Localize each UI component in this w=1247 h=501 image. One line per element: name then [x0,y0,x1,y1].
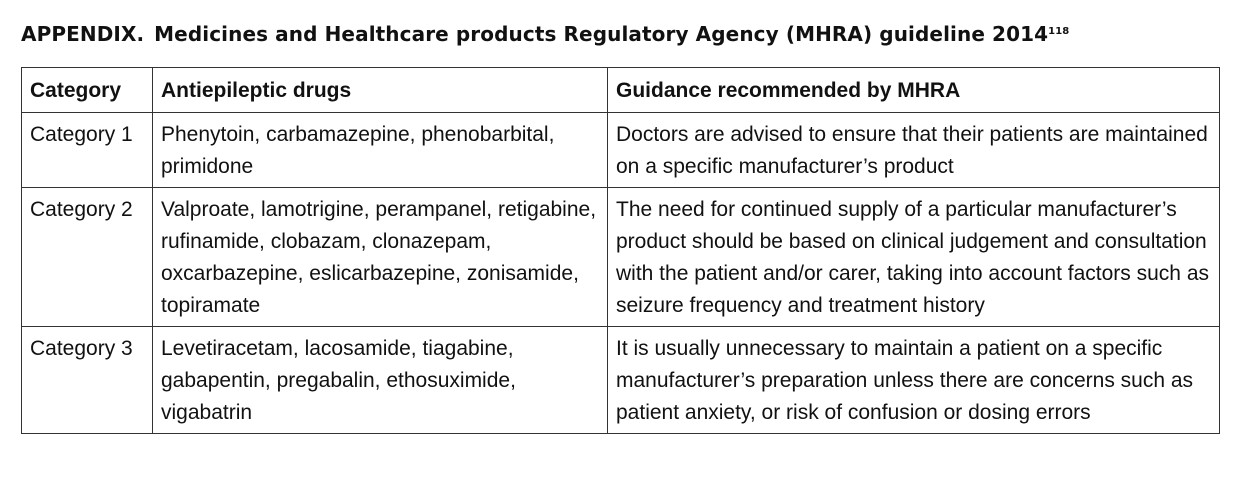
guidance-cell: Doctors are advised to ensure that their patients are maintained on a specific manufacturer’s product [608,113,1220,188]
category-cell: Category 3 [22,327,153,434]
category-cell: Category 2 [22,188,153,327]
header-category: Category [22,68,153,113]
mhra-guideline-table [21,67,1220,434]
appendix-title: Medicines and Healthcare products Regulatory Agency (MHRA) guideline 2014 [154,22,1049,46]
table-header-row [22,68,1220,113]
table-row [22,188,1220,327]
drugs-cell: Levetiracetam, lacosamide, tiagabine, gabapentin, pregabalin, ethosuximide, vigabatrin [153,327,608,434]
guidance-cell: The need for continued supply of a particular manufacturer’s product should be based on clinical judgement and consultation with the patient and/or carer, taking into account factors such as seizure frequency and treatment history [608,188,1220,327]
appendix-label: APPENDIX. [21,22,145,46]
table-row [22,113,1220,188]
header-guidance: Guidance recommended by MHRA [608,68,1220,113]
drugs-cell: Valproate, lamotrigine, perampanel, retigabine, rufinamide, clobazam, clonazepam, oxcarbazepine, eslicarbazepine, zonisamide, topiramate [153,188,608,327]
table-row [22,327,1220,434]
guidance-cell: It is usually unnecessary to maintain a patient on a specific manufacturer’s preparation unless there are concerns such as patient anxiety, or risk of confusion or dosing errors [608,327,1220,434]
category-cell: Category 1 [22,113,153,188]
reference-superscript: 118 [1048,26,1070,38]
appendix-caption [21,22,1069,46]
drugs-cell: Phenytoin, carbamazepine, phenobarbital, primidone [153,113,608,188]
header-antiepileptic-drugs: Antiepileptic drugs [153,68,608,113]
